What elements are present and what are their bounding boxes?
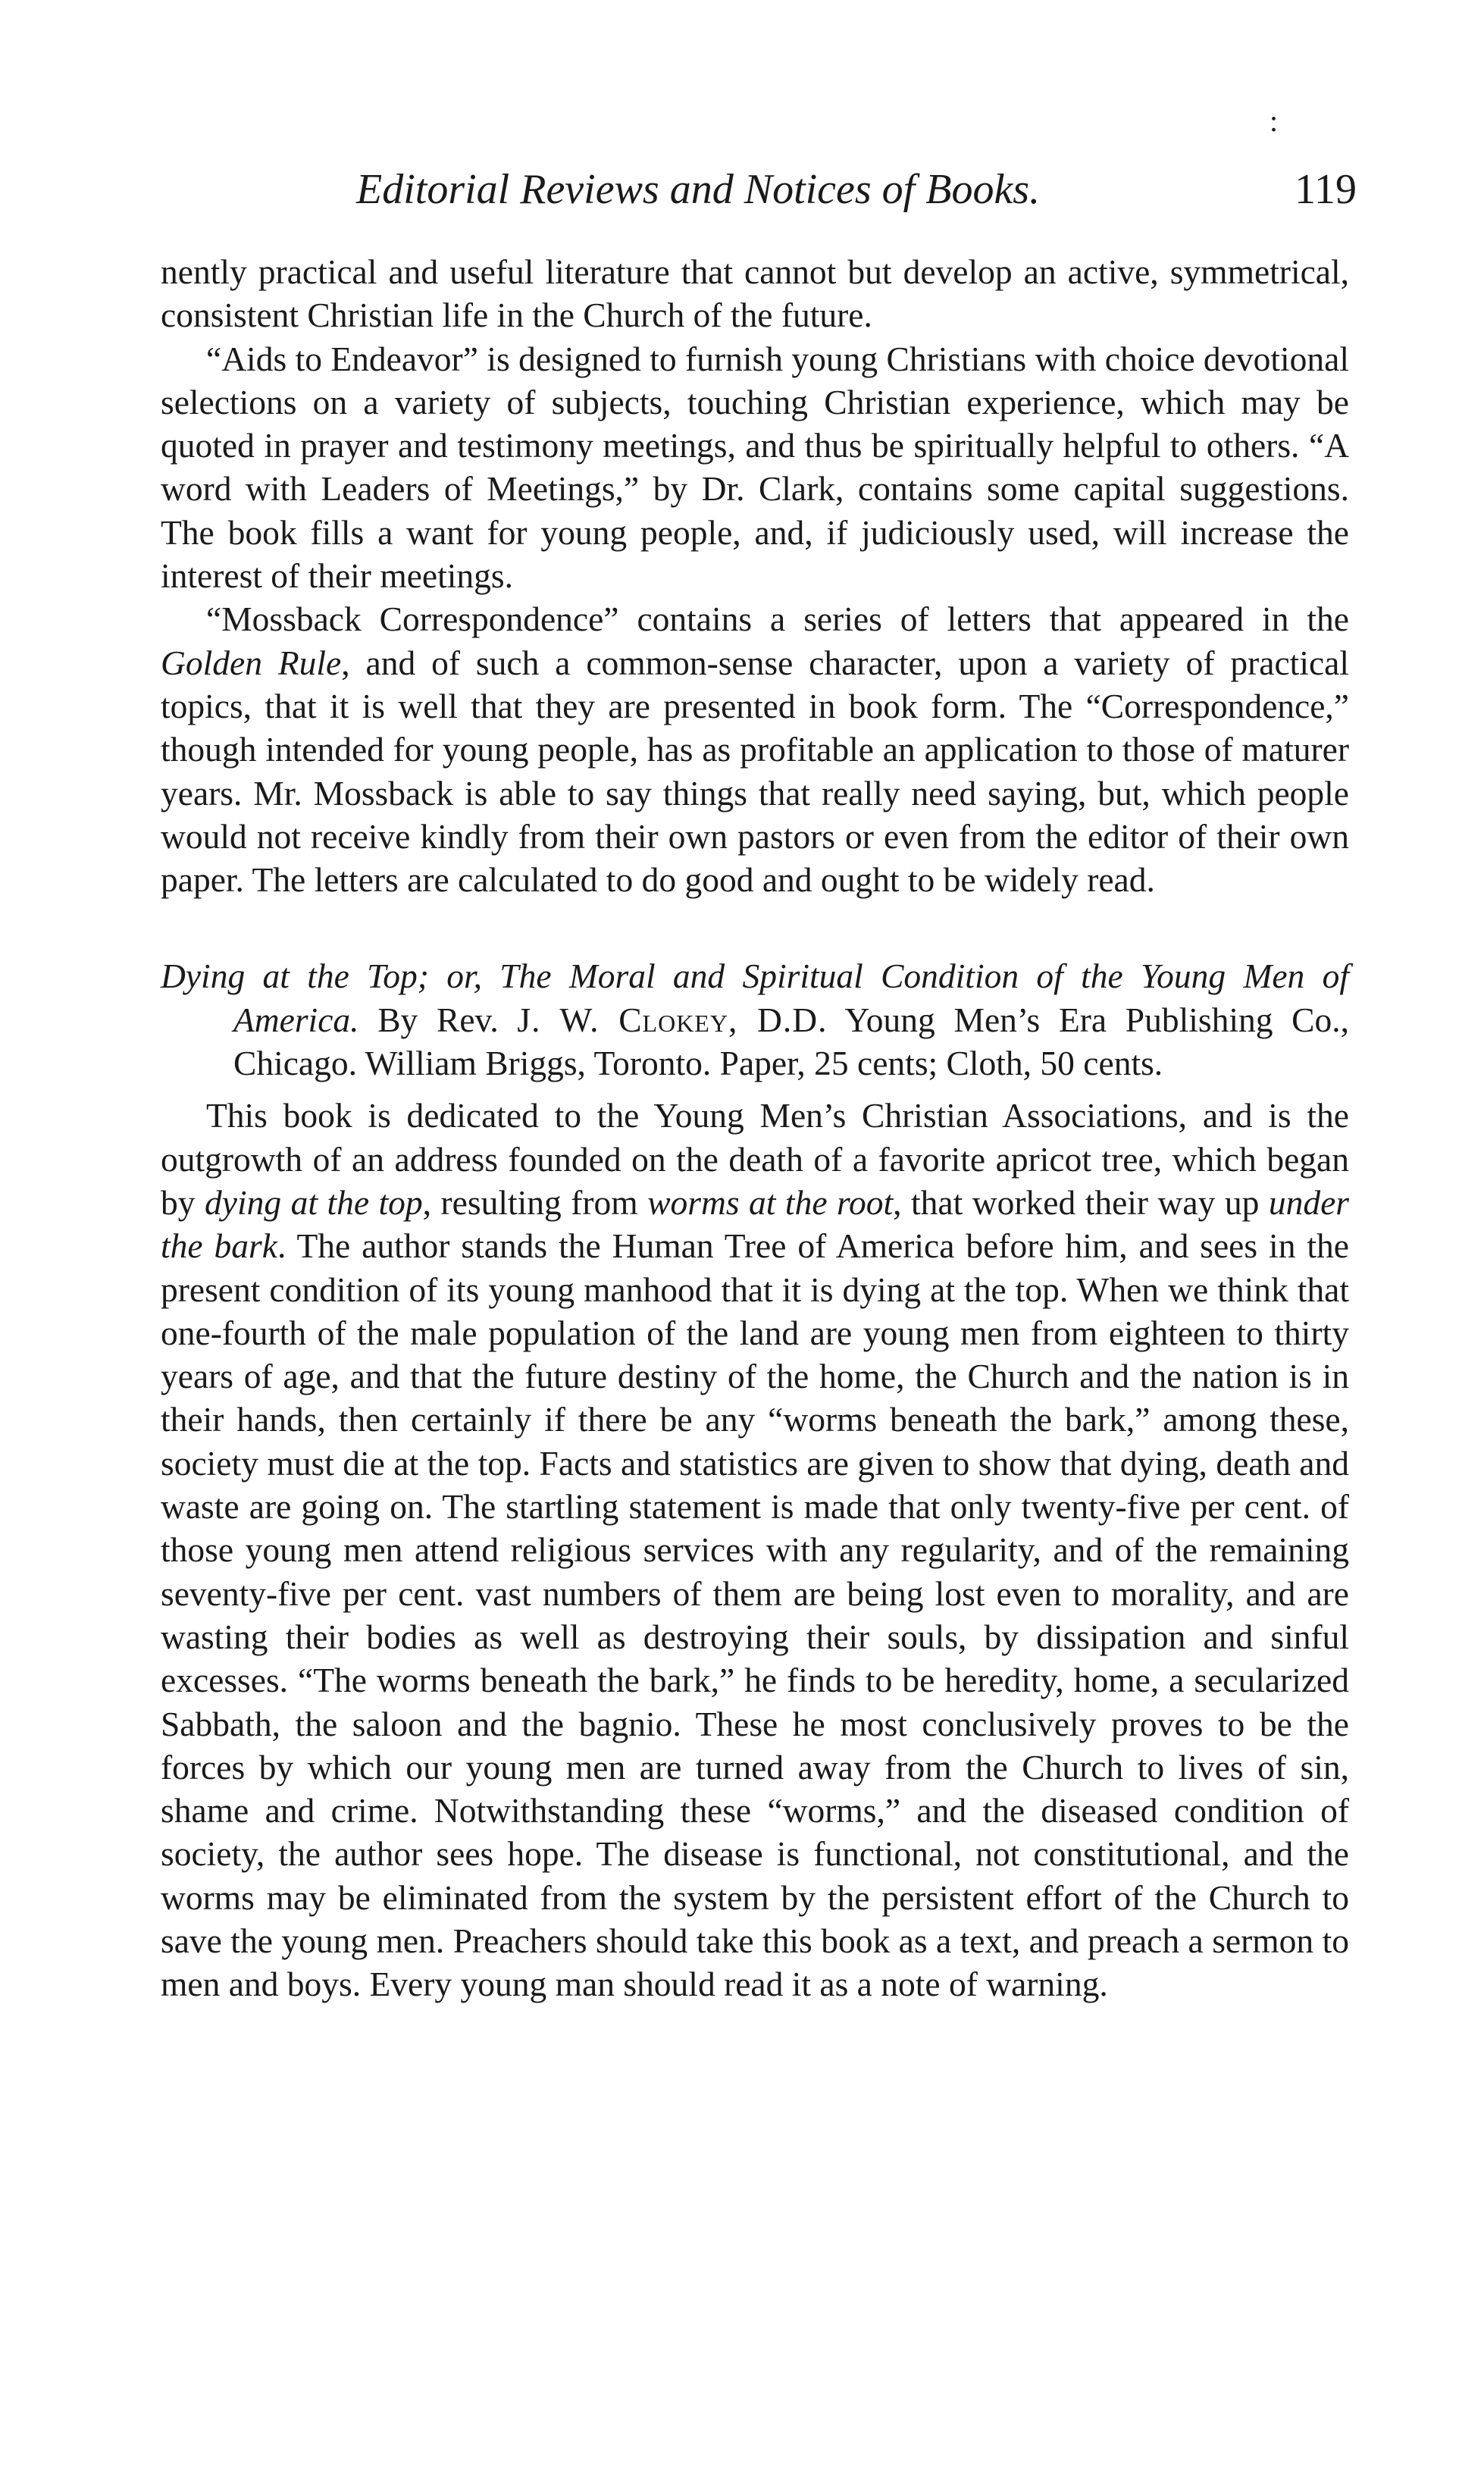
book-title: Dying at the Top; or, The Moral and Spiritual Condition of the Young Men of America.	[161, 957, 1349, 1039]
publisher-info: Young Men’s Era Publishing Co., Chicago. William Briggs, Toronto. Paper, 25 cents; Cloth, 50 cents.	[233, 1000, 1349, 1083]
paragraph-aids-to-endeavor: “Aids to Endeavor” is designed to furnish young Christians with choice devotional selections on a variety of subjects, touching Christian experience, which may be quoted in prayer and testimony meetings, and thus be spiritually helpful to others. “A word with Leaders of Meetings,” by Dr. Clark, contains some capital suggestions. The book fills a want for young people, and, if judiciously used, will increase the interest of their meetings.	[161, 339, 1349, 596]
review-emphasis: under the bark	[161, 1182, 1349, 1266]
book-author: J. W. Clokey, D.D.	[517, 1000, 828, 1039]
review-text: , resulting from	[422, 1182, 648, 1222]
paragraph-continuation: nently practical and useful literature that cannot but develop an active, symmetrical, consistent Christian life in the Church of the future.	[161, 252, 1349, 335]
article-body	[161, 250, 1349, 2006]
review-emphasis: dying at the top	[205, 1182, 423, 1222]
periodical-title: Golden Rule	[161, 643, 342, 682]
review-text: , that worked their way up	[893, 1182, 1269, 1222]
running-title: Editorial Reviews and Notices of Books.	[356, 166, 1041, 213]
corner-mark: :	[1270, 104, 1279, 138]
paragraph-text: , and of such a common-sense character, upon a variety of practical topics, that it is well that they are presented in book form. The “Correspondence,” though intended for young people, has as profitable an application to those of maturer years. Mr. Mossback is able to say things that really need saying, but, which people would not receive kindly from their own pastors or even from the editor of their own paper. The letters are calculated to do good and ought to be widely read.	[161, 643, 1349, 900]
paragraph-text: “Mossback Correspondence” contains a series of letters that appeared in the	[206, 600, 1349, 639]
review-text: . The author stands the Human Tree of America before him, and sees in the present condition of its young manhood that it is dying at the top. When we think that one-fourth of the male population of the land are young men from eighteen to thirty years of age, and that the future destiny of the home, the Church and the nation is in their hands, then certainly if there be any “worms beneath the bark,” among these, society must die at the top. Facts and statistics are given to show that dying, death and waste are going on. The startling statement is made that only twenty-five per cent. of those young men attend religious services with any regularity, and of the remaining seventy-five per cent. vast numbers of them are being lost even to morality, and are wasting their bodies as well as destroying their souls, by dissipation and sinful excesses. “The worms beneath the bark,” he finds to be heredity, home, a secularized Sabbath, the saloon and the bagnio. These he most conclusively proves to be the forces by which our young men are turned away from the Church to lives of sin, shame and crime. Notwithstanding these “worms,” and the diseased condition of society, the author sees hope. The disease is functional, not constitutional, and the worms may be eliminated from the system by the persistent effort of the Church to save the young men. Preachers should take this book as a text, and preach a sermon to men and boys. Every young man should read it as a note of warning.	[161, 1226, 1349, 2004]
page-header	[356, 155, 1357, 224]
page-number: 119	[1295, 166, 1357, 213]
review-paragraph	[161, 1094, 1349, 2006]
citation-by: By Rev.	[358, 1000, 518, 1039]
book-citation	[161, 954, 1349, 1085]
review-emphasis: worms at the root	[647, 1182, 894, 1222]
paragraph-mossback	[161, 597, 1349, 901]
review-text: This book is dedicated to the Young Men’s Christian Associations, and is the outgrowth of an address founded on the death of a favorite apricot tree, which began by	[161, 1096, 1349, 1222]
